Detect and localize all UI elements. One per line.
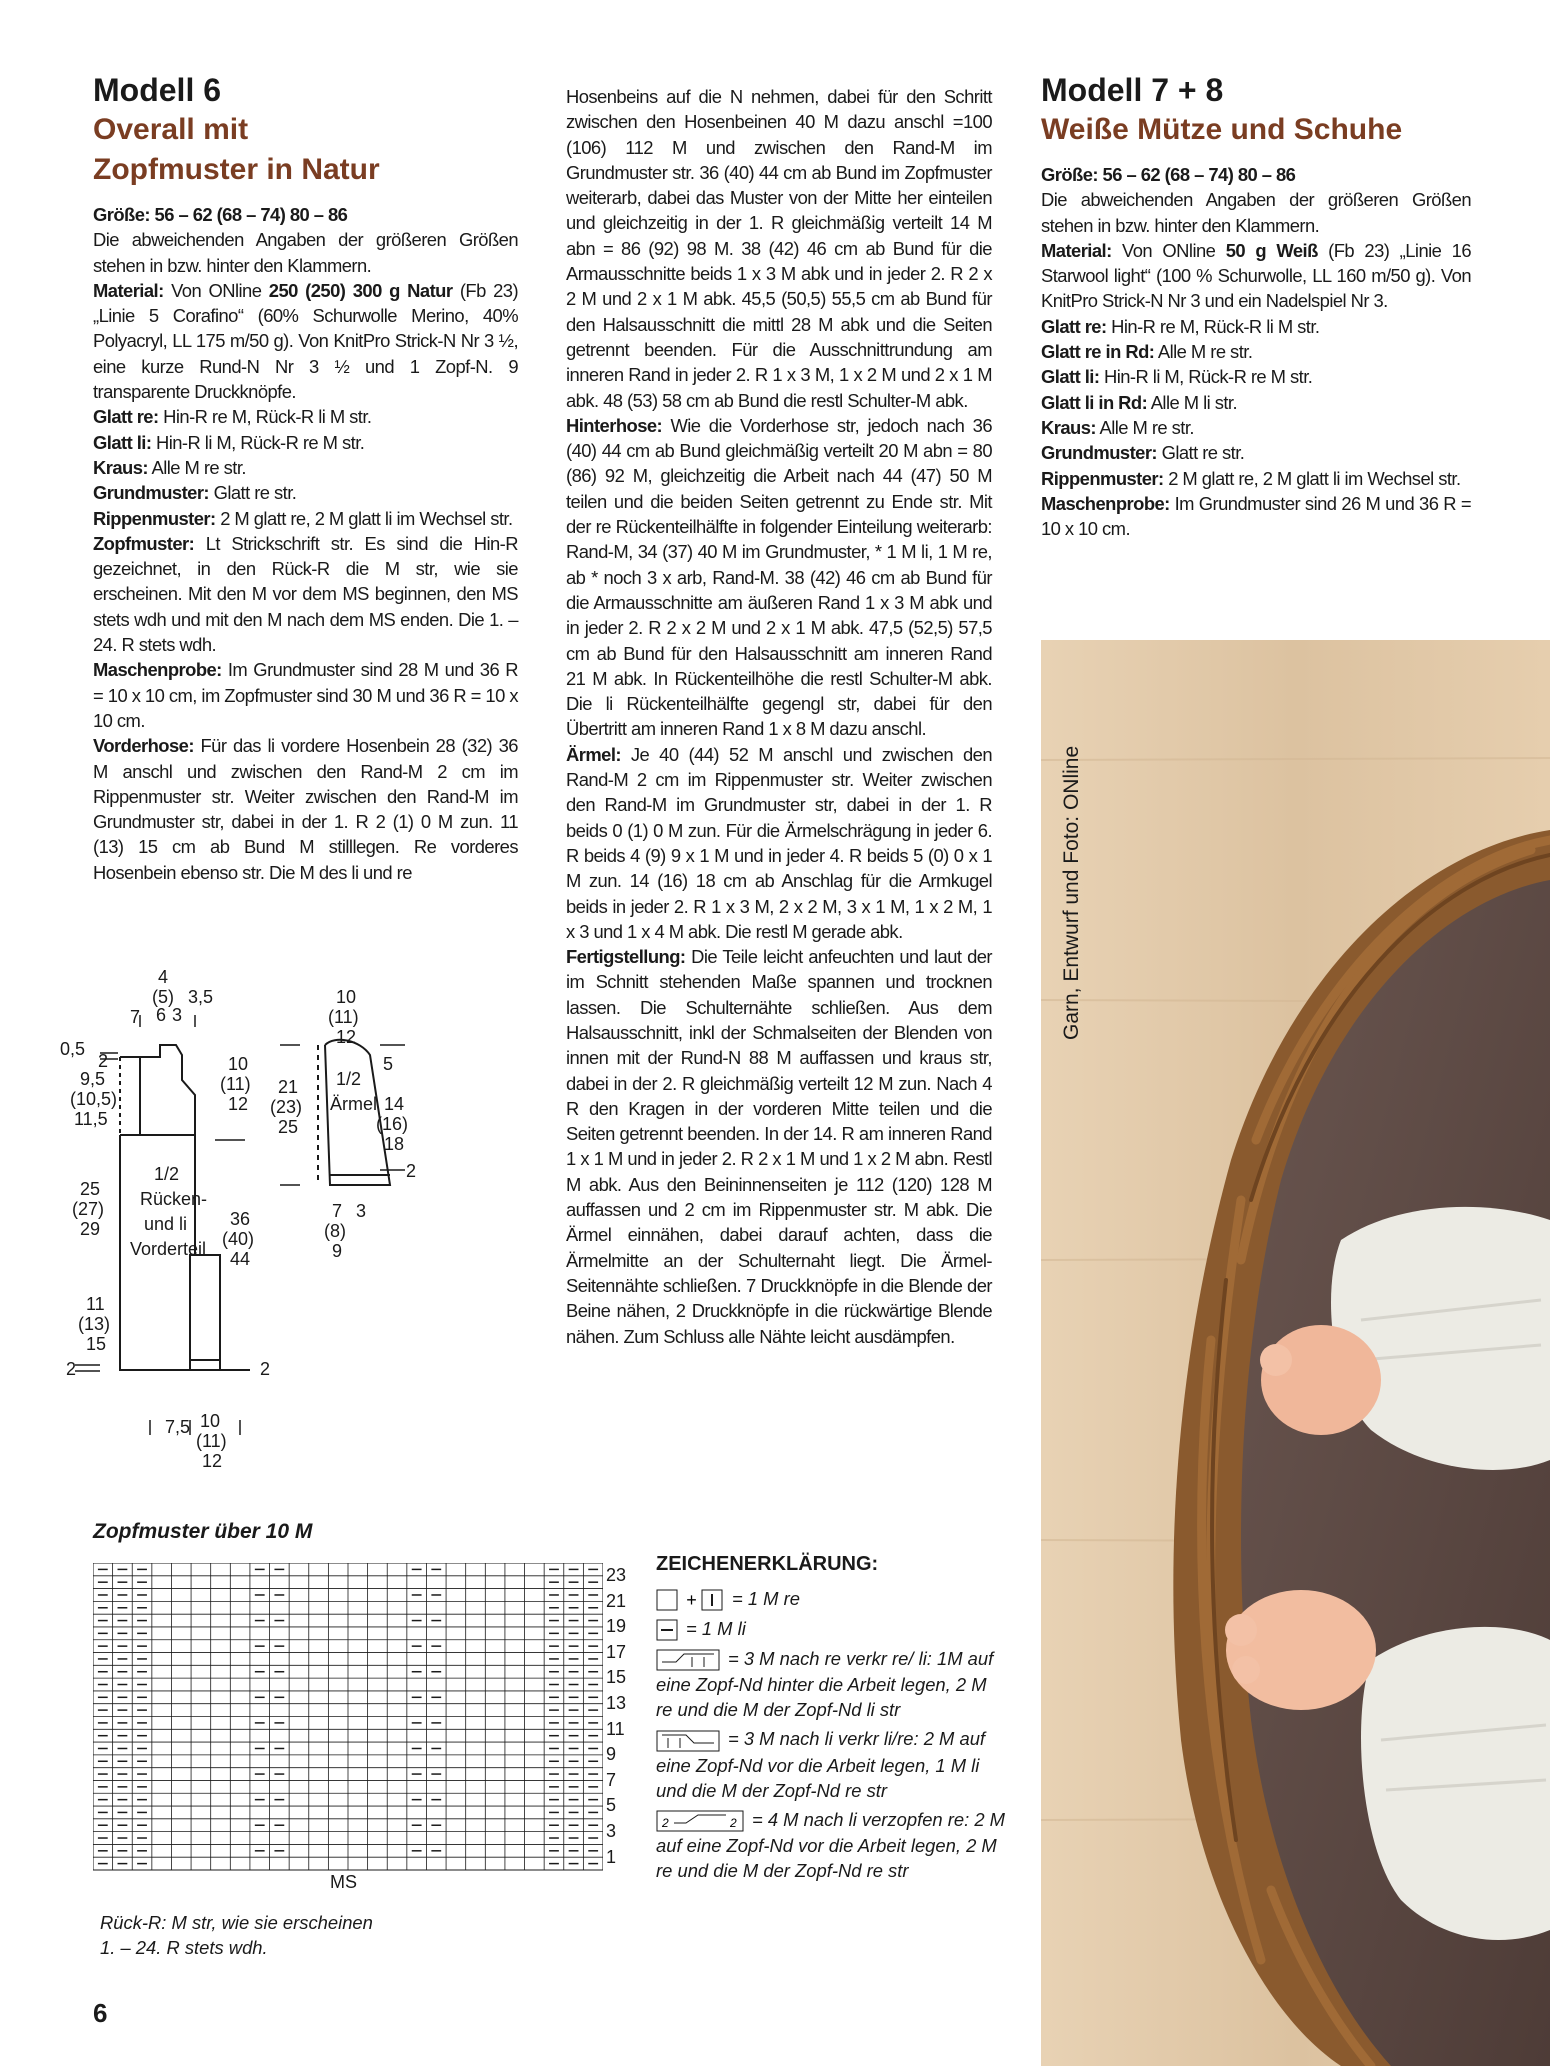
subtitle-line-2: Zopfmuster in Natur (93, 153, 380, 186)
rippen-2: 2 M glatt re, 2 M glatt li im Wechsel str. (1168, 467, 1461, 489)
material-text-2b: (Fb 23) „Linie 16 Starwool light“ (100 % Schurwolle, LL 160 m/50 g). Von KnitPro Strick-N Nr 3 und ein Nadelspiel Nr 3. (1041, 239, 1472, 312)
purl-symbol (656, 1618, 680, 1642)
rippen: 2 M glatt re, 2 M glatt li im Wechsel str. (220, 507, 513, 529)
legend-item (656, 1726, 1006, 1802)
dim: 2 (66, 1359, 77, 1379)
dim: 2 (98, 1051, 109, 1071)
row-number: 19 (606, 1616, 627, 1637)
material-text-2a: Von ONline (1122, 239, 1216, 261)
svg-text:+: + (686, 1590, 697, 1611)
product-photo (1041, 640, 1550, 2066)
svg-text:2: 2 (730, 1815, 737, 1830)
dim: 15 (86, 1334, 107, 1354)
symbol-legend (656, 1553, 1006, 1887)
row-number: 9 (606, 1744, 617, 1765)
glatt-li-label: Glatt li: (93, 431, 152, 453)
rippen-label-2: Rippenmuster: (1041, 467, 1164, 489)
row-number: 13 (606, 1692, 627, 1713)
dim: 25 (278, 1117, 299, 1137)
kraus-2: Alle M re str. (1099, 416, 1194, 438)
dim: 7 (332, 1201, 343, 1221)
repeat-label: MS (330, 1872, 357, 1892)
model-subtitle-2: Weiße Mütze und Schuhe (1041, 113, 1403, 146)
material-label: Material: (93, 279, 164, 301)
dim: 12 (336, 1027, 357, 1047)
dim: 12 (228, 1094, 249, 1114)
page-number: 6 (93, 1998, 108, 2028)
hinter: Wie die Vorderhose str, jedoch nach 36 (40) 44 cm ab Bund gleichmäßig verteilt 20 M abn = 80 (86) 92 M, gleichzeitig die Arbeit nach 44 (47) 50 M teilen und die beiden Seiten getrennt zu Ende str. Mit der re Rückenteilhälfte in folgender Einteilung weiterarb: Rand-M, 34 (37) 40 M im Grundmuster, * 1 M li, 1 M re, ab * noch 3 x arb, Rand-M. 38 (42) 46 cm ab Bund für die Armausschnitte am äußeren Rand 1 x 3 M abk und in jeder 2. R 2 x 2 M und 2 x 1 M abk. 47,5 (52,5) 57,5 cm ab Bund für den Halsausschnitt am inneren Rand 21 M abk. In Rückenteilhöhe die restl Schulter-M abk. Die li Rückenteilhälfte gegengl str, dabei für den Übertritt am inneren Rand 1 x 8 M dazu anschl. (566, 414, 992, 740)
dim: 21 (278, 1077, 299, 1097)
dim: 2 (260, 1359, 271, 1379)
body-label: Vorderteil (130, 1239, 207, 1259)
grund-label-2: Grundmuster: (1041, 442, 1158, 464)
glatt-li-2: Hin-R li M, Rück-R re M str. (1103, 366, 1313, 388)
knit-chart-grid (93, 1563, 603, 1873)
rippen-label: Rippenmuster: (93, 507, 216, 529)
zopf: Lt Strickschrift str. Es sind die Hin-R gezeichnet, in den Rück-R die M str, wie sie erscheinen. Mit den M vor dem MS beginnen, den MS stets wdh und mit den M nach dem MS enden. Die 1. – 24. R stets wdh. (93, 532, 518, 656)
row-number: 23 (606, 1565, 627, 1585)
dim: 7,5 (165, 1417, 191, 1437)
knit-symbol (656, 1588, 726, 1612)
probe-label-2: Maschenprobe: (1041, 492, 1170, 514)
dim: 11 (86, 1294, 105, 1314)
glatt-re-rd: Alle M re str. (1157, 341, 1253, 363)
dim: 4 (158, 967, 169, 987)
dim: 3 (356, 1201, 367, 1221)
hinter-label: Hinterhose: (566, 414, 663, 436)
row-number: 3 (606, 1820, 617, 1841)
dim: (40) (222, 1229, 255, 1249)
photo-illustration (1041, 640, 1550, 2066)
vorder-cont: Hosenbeins auf die N nehmen, dabei für den Schritt zwischen den Hosenbeinen 40 M dazu anschl =100 (106) 112 M und zwischen den Rand-M im Grundmuster str. 36 (40) 44 cm ab Bund im Zopfmuster weiterarb, dabei das Muster von der Mitte her einteilen und gleichzeitig in der 1. R gleichmäßig verteilt 14 M abn = 86 (92) 98 M. 38 (42) 46 cm ab Bund für die Armausschnitte beids 1 x 3 M abk und in jeder 2. R 2 x 2 M und 2 x 1 M abk. 45,5 (50,5) 55,5 cm ab Bund für den Halsausschnitt die mittl 28 M abk und die Seiten getrennt beenden. Für die Ausschnittrundung am inneren Rand in jeder 2. R 1 x 3 M, 1 x 2 M und 2 x 1 M abk. 48 (53) 58 cm ab Bund die restl Schulter-M abk. (566, 86, 992, 411)
dim: 12 (202, 1451, 223, 1471)
probe-label: Maschenprobe: (93, 659, 222, 681)
probe-2: Im Grundmuster sind 26 M und 36 R = 10 x 10 cm. (1041, 492, 1472, 540)
dim: 9,5 (80, 1069, 106, 1089)
material-text-2: (Fb 23) „Linie 5 Corafino“ (60% Schurwolle Merino, 40% Polyacryl, LL 175 m/50 g). Von KnitPro Strick-N Nr 3 ½, eine kurze Rund-N Nr 3 ½ und 1 Zopf-N. 9 transparente Druckknöpfe. (93, 279, 519, 403)
dim: 3 (172, 1005, 183, 1025)
row-number: 11 (606, 1718, 625, 1739)
body-label: Rücken- (140, 1189, 208, 1209)
aermel: Je 40 (44) 52 M anschl und zwischen den Rand-M 2 cm im Rippenmuster str. Weiter zwischen den Rand-M im Grundmuster str, dabei in der 1. R beids 0 (1) 0 M zun. Für die Ärmelschrägung in jeder 6. R beids 4 (9) 9 x 1 M und in jeder 4. R beids 5 (0) 0 x 1 M zun. 14 (16) 18 cm ab Anschlag für die Armkugel beids in jeder 2. R 1 x 3 M, 2 x 2 M, 3 x 1 M, 1 x 2 M, 1 x 3 und 1 x 4 M abk. Die restl M gerade abk. (566, 743, 992, 942)
model-title-2: Modell 7 + 8 (1041, 72, 1224, 108)
legend-item (656, 1616, 1006, 1642)
dim: 5 (383, 1054, 394, 1074)
body-upper (120, 1045, 195, 1135)
vorder-label: Vorderhose: (93, 735, 194, 757)
dim: 18 (384, 1134, 405, 1154)
dim: 44 (230, 1249, 251, 1269)
kraus: Alle M re str. (151, 456, 246, 478)
dim: 6 (156, 1005, 167, 1025)
dim: 36 (230, 1209, 251, 1229)
dim: 9 (332, 1241, 343, 1261)
material-amount: 250 (250) 300 g Natur (268, 279, 453, 301)
row-number: 17 (606, 1641, 627, 1662)
photo-credit (1060, 1010, 1080, 1040)
legend-3: = 3 M nach re verkr re/ li: 1M auf eine Zopf-Nd hinter die Arbeit legen, 2 M re und die M der Zopf-Nd li str (656, 1648, 994, 1721)
chart-note (100, 1910, 373, 1960)
dim: 10 (200, 1411, 221, 1431)
body-label: und li (144, 1214, 188, 1234)
middle-column (566, 84, 992, 1349)
row-number: 15 (606, 1667, 627, 1688)
vorder: Für das li vordere Hosenbein 28 (32) 36 M anschl und zwischen den Rand-M 2 cm im Rippenmuster str. Weiter zwischen den Rand-M im Grundmuster str, dabei in der 1. R 2 (1) 0 M zun. 11 (13) 15 cm ab Bund M stilllegen. Re vorderes Hosenbein ebenso str. Die M des li und re (93, 735, 518, 883)
dim: 10 (228, 1054, 249, 1074)
material-label-2: Material: (1041, 239, 1112, 261)
glatt-li-rd-label: Glatt li in Rd: (1041, 391, 1148, 413)
dim: (27) (72, 1199, 105, 1219)
size-note-2: Die abweichenden Angaben der größeren Größen stehen in bzw. hinter den Klammern. (1041, 189, 1471, 236)
glatt-re-2: Hin-R re M, Rück-R li M str. (1111, 315, 1320, 337)
dim: 14 (384, 1094, 405, 1114)
legend-item (656, 1807, 1006, 1883)
material-text: Von ONline (171, 279, 262, 301)
aermel-label: Ärmel: (566, 743, 621, 765)
fertig: Die Teile leicht anfeuchten und laut der im Schnitt stehenden Maße spannen und trocknen lassen. Die Schulternähte schließen. Aus dem Halsausschnitt, inkl der Schmalseiten der Blenden von innen mit der Rund-N 88 M auffassen und kraus str, dabei in der 2. R gleichmäßig verteilt 12 M zun. Nach 4 R den Kragen in der vorderen Mitte teilen und die Seiten getrennt beenden. In der 14. R am inneren Rand 1 x 1 M und in jeder 2. R 2 x 1 M und 1 x 2 M abn. Restl M abk. Aus den Beininnenseiten je 112 (120) 128 M auffassen und 2 cm im Rippenmuster str. M abk. Die Ärmel einnähen, dabei darauf achten, dass die Ärmelmitte an der Schulternaht liegt. Die Ärmel- Seitennähte schließen. 7 Druckknöpfe in die Blende der Beine nähen, 2 Druckknöpfe in die rückwärtige Blende nähen. Zum Schluss alle Nähte leicht ausdämpfen. (566, 946, 993, 1347)
grund-label: Grundmuster: (93, 482, 210, 504)
sleeve-label: Ärmel (330, 1094, 378, 1114)
dim: 25 (80, 1179, 101, 1199)
size-note: Die abweichenden Angaben der größeren Größen stehen in bzw. hinter den Klammern. (93, 229, 518, 276)
fertig-label: Fertigstellung: (566, 946, 686, 968)
glatt-re-rd-label: Glatt re in Rd: (1041, 341, 1155, 363)
right-column (1041, 70, 1471, 541)
glatt-li: Hin-R li M, Rück-R re M str. (155, 431, 365, 453)
row-number: 5 (606, 1795, 617, 1816)
dim: (13) (78, 1314, 111, 1334)
size-label-2: Größe: 56 – 62 (68 – 74) 80 – 86 (1041, 164, 1296, 185)
cable-left-symbol (656, 1729, 722, 1753)
sleeve-label: 1/2 (336, 1069, 362, 1089)
row-number: 7 (606, 1769, 617, 1790)
model-title: Modell 6 (93, 72, 222, 108)
cable-four-symbol (656, 1809, 746, 1833)
glatt-li-rd: Alle M li str. (1150, 391, 1238, 413)
glatt-li-label-2: Glatt li: (1041, 366, 1100, 388)
dim: (10,5) (70, 1089, 118, 1109)
dim: (11) (196, 1431, 227, 1451)
glatt-re-label: Glatt re: (93, 406, 159, 428)
model-subtitle (93, 110, 518, 190)
dim: 11,5 (74, 1109, 108, 1129)
dim: (11) (220, 1074, 251, 1094)
chart-title: Zopfmuster über 10 M (93, 1520, 313, 1543)
legend-item (656, 1586, 1006, 1612)
body-label: 1/2 (154, 1164, 180, 1184)
dim: (5) (152, 987, 174, 1007)
instructions (93, 202, 518, 885)
kraus-label-2: Kraus: (1041, 416, 1096, 438)
kraus-label: Kraus: (93, 456, 148, 478)
row-number: 1 (606, 1846, 617, 1867)
dim: 2 (406, 1161, 417, 1181)
size-label: Größe: 56 – 62 (68 – 74) 80 – 86 (93, 204, 348, 225)
legend-2: = 1 M li (686, 1618, 746, 1640)
legend-item (656, 1646, 1006, 1722)
dim: (16) (376, 1114, 409, 1134)
row-number: 21 (606, 1590, 627, 1611)
legend-1: = 1 M re (732, 1588, 800, 1609)
grund-2: Glatt re str. (1161, 442, 1245, 464)
dim: (23) (270, 1097, 303, 1117)
legend-title: ZEICHENERKLÄRUNG: (656, 1553, 879, 1575)
instructions-continued (566, 84, 992, 1349)
grund: Glatt re str. (213, 482, 297, 504)
subtitle-line-1: Overall mit (93, 113, 249, 146)
material-amount-2: 50 g Weiß (1225, 239, 1318, 261)
left-column (93, 70, 518, 885)
dim: 29 (80, 1219, 101, 1239)
pattern-schematic (60, 955, 560, 1495)
dim: 7 (130, 1007, 141, 1027)
schematic-labels (60, 967, 416, 1471)
cable-right-symbol (656, 1648, 722, 1672)
dim: 3,5 (188, 987, 214, 1007)
glatt-re-label-2: Glatt re: (1041, 315, 1107, 337)
zopf-label: Zopfmuster: (93, 532, 195, 554)
probe: Im Grundmuster sind 28 M und 36 R = 10 x 10 cm, im Zopfmuster sind 30 M und 36 R = 10 x 10 cm. (93, 659, 518, 731)
svg-text:2: 2 (662, 1815, 669, 1830)
instructions-2 (1041, 162, 1471, 541)
dim: 0,5 (60, 1039, 86, 1059)
row-numbers (606, 1563, 646, 1870)
dim: (11) (328, 1007, 359, 1027)
chart-note-1: Rück-R: M str, wie sie erscheinen (100, 1912, 373, 1933)
dim: 10 (336, 987, 357, 1007)
glatt-re: Hin-R re M, Rück-R li M str. (163, 406, 372, 428)
legend-5: = 4 M nach li verzopfen re: 2 M auf eine Zopf-Nd vor die Arbeit legen, 2 M re und die M der Zopf-Nd re str (656, 1808, 1005, 1881)
dim: (8) (324, 1221, 346, 1241)
legend-4: = 3 M nach li verkr li/re: 2 M auf eine Zopf-Nd vor die Arbeit legen, 1 M li und die M der Zopf-Nd re str (656, 1728, 986, 1801)
chart-note-2: 1. – 24. R stets wdh. (100, 1937, 268, 1958)
